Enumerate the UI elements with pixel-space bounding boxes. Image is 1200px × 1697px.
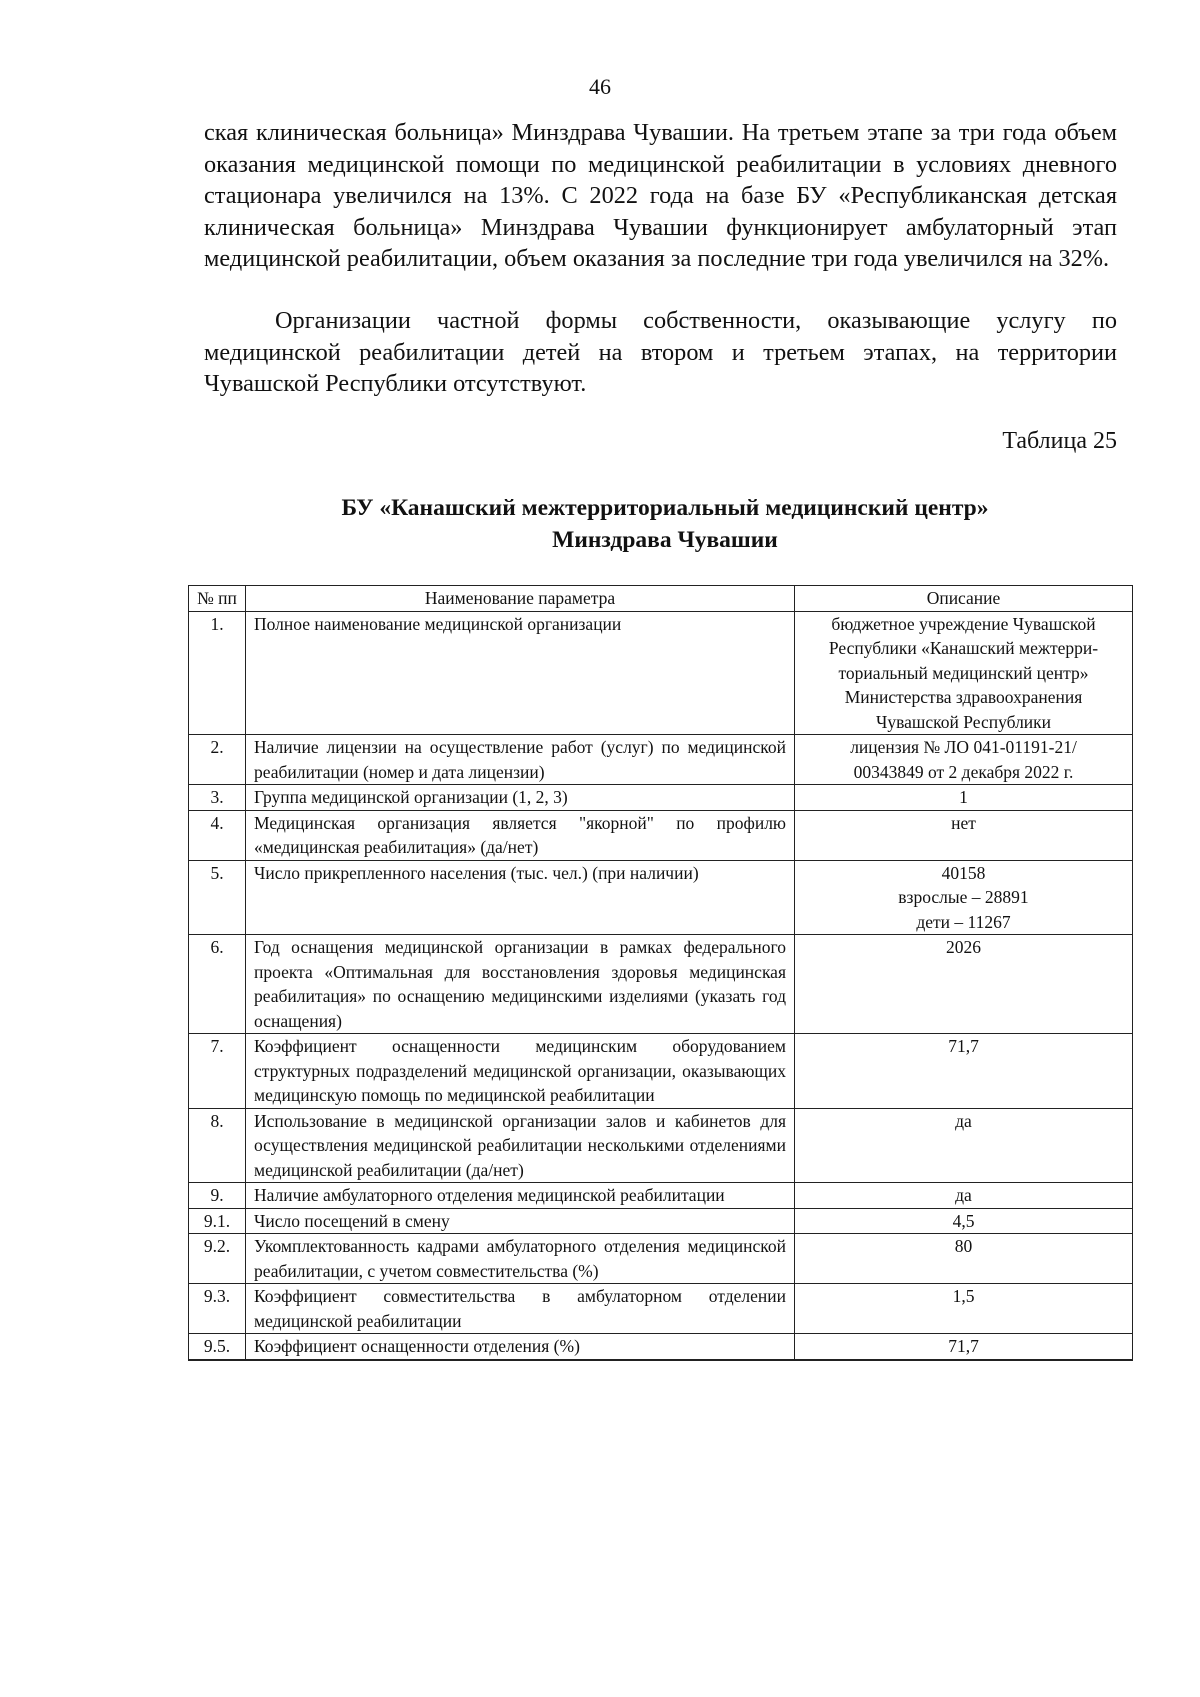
table-title <box>0 492 1200 556</box>
description-line: ториальный медицинский центр» <box>838 662 1089 683</box>
description-line: 71,7 <box>948 1336 979 1356</box>
table-row <box>189 611 1133 735</box>
parameter-name: Использование в медицинской организации залов и кабинетов для осуществления медицинской реабилитации несколькими отделениями медицинской реабилитации (да/нет) <box>246 1108 795 1183</box>
parameter-name: Год оснащения медицинской организации в рамках федерального проекта «Оптимальная для восстановления здоровья медицинская реабилитация» по оснащению медицинскими изделиями (указать год оснащения) <box>246 935 795 1034</box>
table-label: Таблица 25 <box>1002 428 1117 454</box>
table-row <box>189 1334 1133 1360</box>
parameter-name: Группа медицинской организации (1, 2, 3) <box>246 785 795 811</box>
table-row <box>189 860 1133 935</box>
description-line: 2026 <box>946 937 981 957</box>
parameter-name: Коэффициент оснащенности отделения (%) <box>246 1334 795 1360</box>
description-line: дети – 11267 <box>916 911 1011 932</box>
parameter-description <box>795 860 1133 935</box>
row-number: 4. <box>189 810 246 860</box>
parameter-description <box>795 735 1133 785</box>
table-row <box>189 1183 1133 1209</box>
row-number: 6. <box>189 935 246 1034</box>
parameter-name: Наличие амбулаторного отделения медицинской реабилитации <box>246 1183 795 1209</box>
description-line: 00343849 от 2 декабря 2022 г. <box>853 761 1074 782</box>
table-row <box>189 1108 1133 1183</box>
header-num: № пп <box>189 586 246 612</box>
row-number: 7. <box>189 1034 246 1109</box>
table-header-row <box>189 586 1133 612</box>
parameter-description <box>795 1034 1133 1109</box>
table-title-line-1: БУ «Канашский межтерриториальный медицинский центр» <box>341 495 989 521</box>
parameter-description <box>795 810 1133 860</box>
row-number: 8. <box>189 1108 246 1183</box>
row-number: 9.1. <box>189 1208 246 1234</box>
description-line: Министерства здравоохранения <box>844 687 1083 707</box>
parameter-name: Полное наименование медицинской организации <box>246 611 795 735</box>
table-row <box>189 935 1133 1034</box>
table-row <box>189 785 1133 811</box>
row-number: 2. <box>189 735 246 785</box>
body-paragraph-2: Организации частной формы собственности, оказывающие услугу по медицинской реабилитации детей на втором и третьем этапах, на территории Чувашской Республики отсутствуют. <box>204 307 1117 397</box>
description-line: 80 <box>954 1236 973 1256</box>
parameter-description <box>795 785 1133 811</box>
row-number: 9. <box>189 1183 246 1209</box>
table-row <box>189 1234 1133 1284</box>
description-line: 1,5 <box>952 1286 975 1306</box>
parameter-description <box>795 1183 1133 1209</box>
table-row <box>189 735 1133 785</box>
header-name: Наименование параметра <box>246 586 795 612</box>
description-line: лицензия № ЛО 041-01191-21/ <box>850 737 1077 757</box>
row-number: 5. <box>189 860 246 935</box>
body-paragraph-1: ская клиническая больница» Минздрава Чувашии. На третьем этапе за три года объем оказания медицинской помощи по медицинской реабилитации в условиях дневного стационара увеличился на 13%. С 2022 года на базе БУ «Республиканская детская клиническая больница» Минздрава Чувашии функционирует амбулаторный этап медицинской реабилитации, объем оказания за последние три года увеличился на 32%. <box>204 119 1117 272</box>
parameter-name: Укомплектованность кадрами амбулаторного отделения медицинской реабилитации, с учетом совместительства (%) <box>246 1234 795 1284</box>
parameter-name: Медицинская организация является "якорной" по профилю «медицинская реабилитация» (да/нет) <box>246 810 795 860</box>
description-line: 4,5 <box>952 1210 975 1231</box>
row-number: 1. <box>189 611 246 735</box>
description-line: нет <box>951 812 976 833</box>
description-line: 71,7 <box>948 1036 979 1056</box>
row-number: 9.2. <box>189 1234 246 1284</box>
parameter-name: Число прикрепленного населения (тыс. чел.) (при наличии) <box>246 860 795 935</box>
table-row <box>189 1284 1133 1334</box>
parameter-description <box>795 611 1133 735</box>
parameter-description <box>795 1284 1133 1334</box>
parameter-description <box>795 1108 1133 1183</box>
header-desc: Описание <box>795 586 1133 612</box>
description-line: взрослые – 28891 <box>898 887 1029 907</box>
row-number: 9.3. <box>189 1284 246 1334</box>
table-row <box>189 810 1133 860</box>
description-line: бюджетное учреждение Чувашской <box>831 613 1096 634</box>
parameter-name: Число посещений в смену <box>246 1208 795 1234</box>
description-line: Республики «Канашский межтерри- <box>828 638 1099 658</box>
description-line: да <box>955 1110 972 1131</box>
parameter-name: Коэффициент совместительства в амбулаторном отделении медицинской реабилитации <box>246 1284 795 1334</box>
row-number: 3. <box>189 785 246 811</box>
description-line: 1 <box>959 787 968 807</box>
table-row <box>189 1034 1133 1109</box>
description-line: 40158 <box>941 862 986 883</box>
table-title-line-2: Минздрава Чувашии <box>552 527 778 553</box>
table-row <box>189 1208 1133 1234</box>
description-line: Чувашской Республики <box>875 711 1052 732</box>
row-number: 9.5. <box>189 1334 246 1360</box>
parameter-description <box>795 1208 1133 1234</box>
parameter-description <box>795 935 1133 1034</box>
parameter-name: Коэффициент оснащенности медицинским оборудованием структурных подразделений медицинской организации, оказывающих медицинскую помощь по медицинской реабилитации <box>246 1034 795 1109</box>
page-number: 46 <box>589 74 611 99</box>
parameter-description <box>795 1234 1133 1284</box>
parameter-description <box>795 1334 1133 1360</box>
parameter-name: Наличие лицензии на осуществление работ (услуг) по медицинской реабилитации (номер и дата лицензии) <box>246 735 795 785</box>
description-line: да <box>955 1185 972 1205</box>
parameters-table <box>188 585 1133 1361</box>
